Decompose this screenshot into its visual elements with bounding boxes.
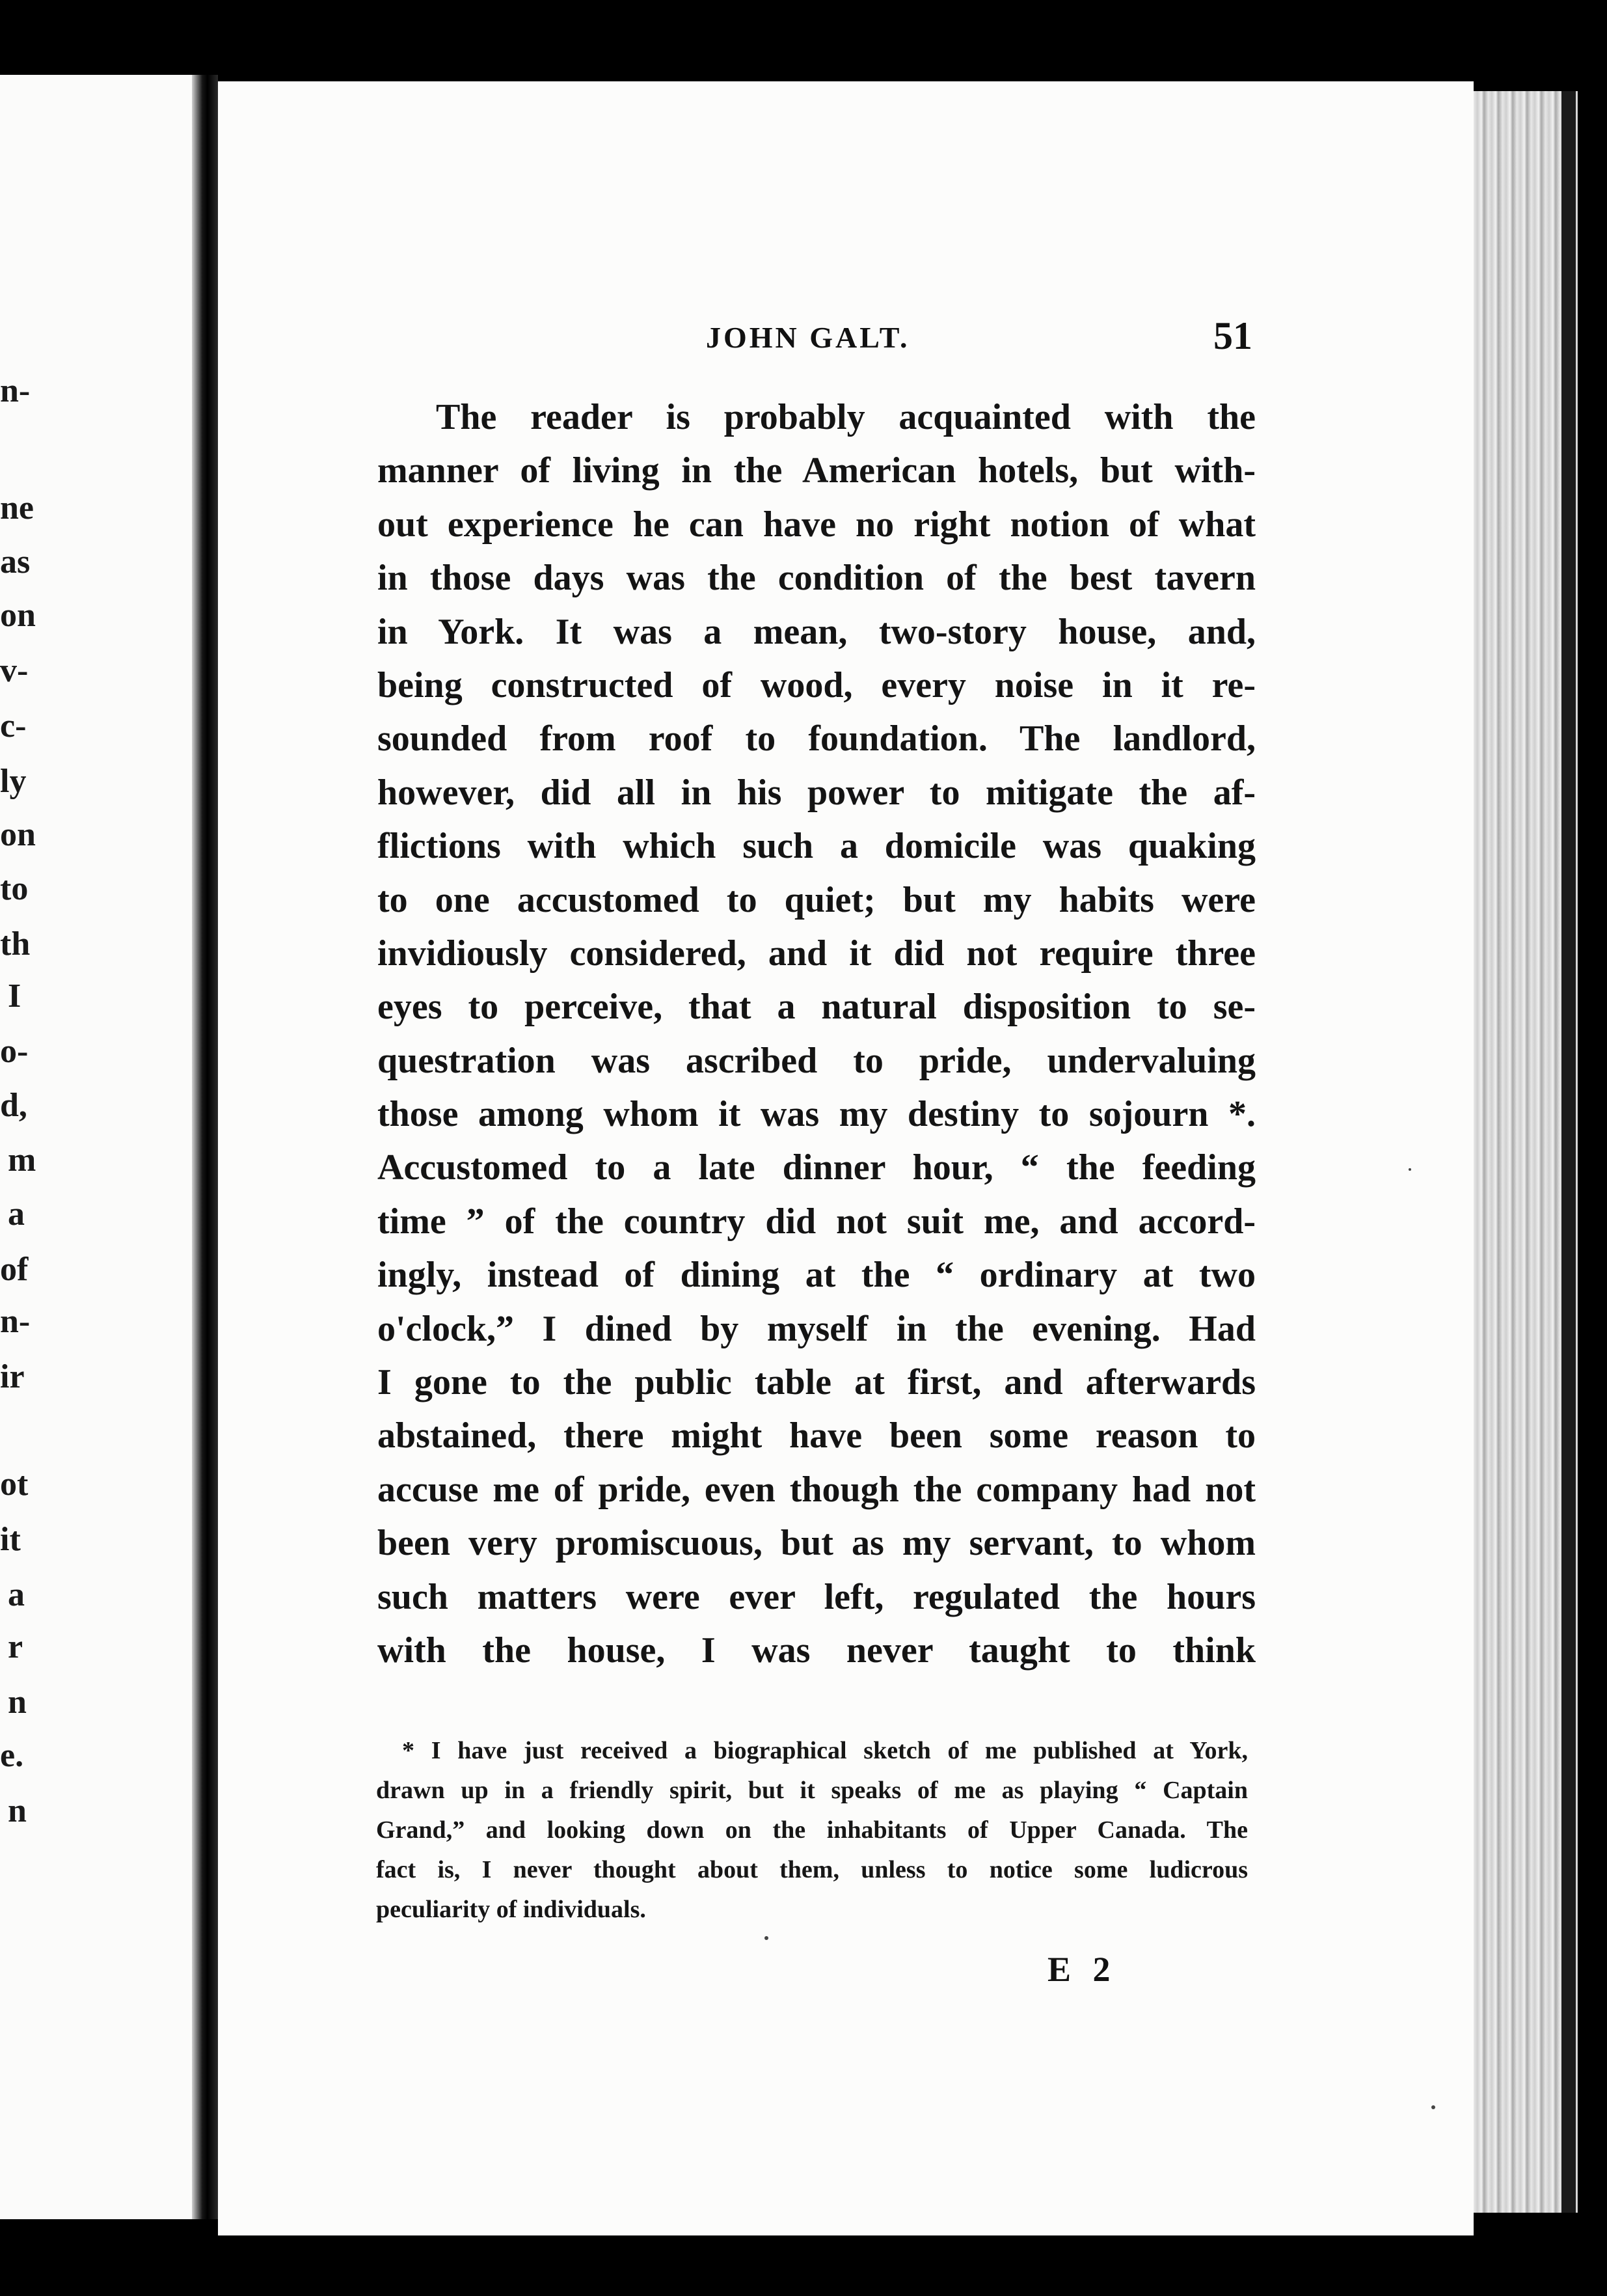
text-line: out experience he can have no right notion of what bbox=[377, 504, 1256, 545]
signature-mark: E 2 bbox=[1047, 1950, 1117, 1989]
text-line: invidiously considered, and it did not require three bbox=[377, 933, 1256, 974]
facing-page-text-fragment: it bbox=[0, 1521, 21, 1558]
facing-page-text-fragment: on bbox=[0, 816, 36, 853]
book-gutter bbox=[192, 75, 218, 2219]
text-line: in those days was the condition of the best tavern bbox=[377, 558, 1256, 599]
facing-page-text-fragment: a bbox=[8, 1196, 25, 1233]
facing-page-text-fragment: ly bbox=[0, 763, 27, 800]
text-line: questration was ascribed to pride, undervaluing bbox=[377, 1040, 1256, 1081]
facing-page-text-fragment: o- bbox=[0, 1033, 29, 1070]
facing-page-text-fragment: as bbox=[0, 543, 31, 581]
text-line: I gone to the public table at first, and afterwards bbox=[377, 1362, 1256, 1403]
text-line: accuse me of pride, even though the company had not bbox=[377, 1469, 1256, 1510]
text-line: o'clock,” I dined by myself in the evening. Had bbox=[377, 1308, 1256, 1349]
text-line: such matters were ever left, regulated the hours bbox=[377, 1576, 1256, 1617]
facing-page-text-fragment: e. bbox=[0, 1737, 24, 1774]
footnote-line: fact is, I never thought about them, unless to notice some ludicrous bbox=[376, 1856, 1248, 1883]
text-line: sounded from roof to foundation. The landlord, bbox=[377, 718, 1256, 759]
footnote-line: drawn up in a friendly spirit, but it speaks of me as playing “ Captain bbox=[376, 1777, 1248, 1804]
facing-page-text-fragment: n bbox=[8, 1684, 27, 1721]
page-number: 51 bbox=[1213, 314, 1252, 357]
facing-page-text-fragment: m bbox=[8, 1141, 36, 1179]
facing-page-text-fragment: n- bbox=[0, 1303, 31, 1340]
text-line: been very promiscuous, but as my servant, to whom bbox=[377, 1523, 1256, 1564]
text-line: to one accustomed to quiet; but my habits were bbox=[377, 879, 1256, 920]
facing-page-text-fragment: a bbox=[8, 1576, 25, 1613]
facing-page-text-fragment: to bbox=[0, 870, 29, 907]
facing-page-text-fragment: of bbox=[0, 1251, 29, 1288]
facing-page-text-fragment: I bbox=[8, 977, 21, 1015]
text-line: eyes to perceive, that a natural disposition to se- bbox=[377, 987, 1256, 1028]
ink-speck bbox=[1409, 1168, 1411, 1171]
facing-page-text-fragment: c- bbox=[0, 707, 27, 745]
book-cover-edge bbox=[1561, 91, 1576, 2213]
footnote-line: peculiarity of individuals. bbox=[376, 1896, 646, 1923]
text-line: The reader is probably acquainted with the bbox=[436, 397, 1256, 437]
text-line: in York. It was a mean, two-story house, and, bbox=[377, 611, 1256, 652]
facing-page-text-fragment: ot bbox=[0, 1466, 29, 1503]
text-line: manner of living in the American hotels, but with- bbox=[377, 450, 1256, 491]
text-line: being constructed of wood, every noise in it re- bbox=[377, 664, 1256, 705]
facing-page-text-fragment: n bbox=[8, 1792, 27, 1829]
facing-page-text-fragment: ne bbox=[0, 489, 34, 526]
body-text bbox=[377, 390, 1256, 1677]
ink-speck bbox=[764, 1936, 768, 1940]
text-line: Accustomed to a late dinner hour, “ the feeding bbox=[377, 1147, 1256, 1188]
facing-page-text-fragment: r bbox=[8, 1628, 23, 1665]
text-line: abstained, there might have been some reason to bbox=[377, 1415, 1256, 1456]
facing-page-text-fragment: n- bbox=[0, 372, 31, 409]
footnote-line: * I have just received a biographical sketch of me published at York, bbox=[402, 1737, 1248, 1764]
facing-page-text-fragment: on bbox=[0, 597, 36, 634]
text-line: those among whom it was my destiny to sojourn *. bbox=[377, 1094, 1256, 1135]
running-head: JOHN GALT. bbox=[706, 321, 910, 354]
text-line: however, did all in his power to mitigate the af- bbox=[377, 772, 1256, 813]
facing-page-text-fragment: d, bbox=[0, 1087, 27, 1124]
footnote-line: Grand,” and looking down on the inhabitants of Upper Canada. The bbox=[376, 1816, 1248, 1844]
ink-speck bbox=[1431, 2105, 1435, 2109]
facing-page-text-fragment: ir bbox=[0, 1358, 25, 1395]
facing-page-fragment bbox=[0, 75, 192, 2219]
text-line: flictions with which such a domicile was quaking bbox=[377, 826, 1256, 867]
text-line: ingly, instead of dining at the “ ordinary at two bbox=[377, 1255, 1256, 1296]
facing-page-text-fragment: v- bbox=[0, 652, 29, 689]
facing-page-text-fragment: th bbox=[0, 925, 31, 963]
text-line: with the house, I was never taught to think bbox=[377, 1630, 1256, 1671]
text-line: time ” of the country did not suit me, and accord- bbox=[377, 1201, 1256, 1242]
footnote bbox=[376, 1731, 1248, 1930]
